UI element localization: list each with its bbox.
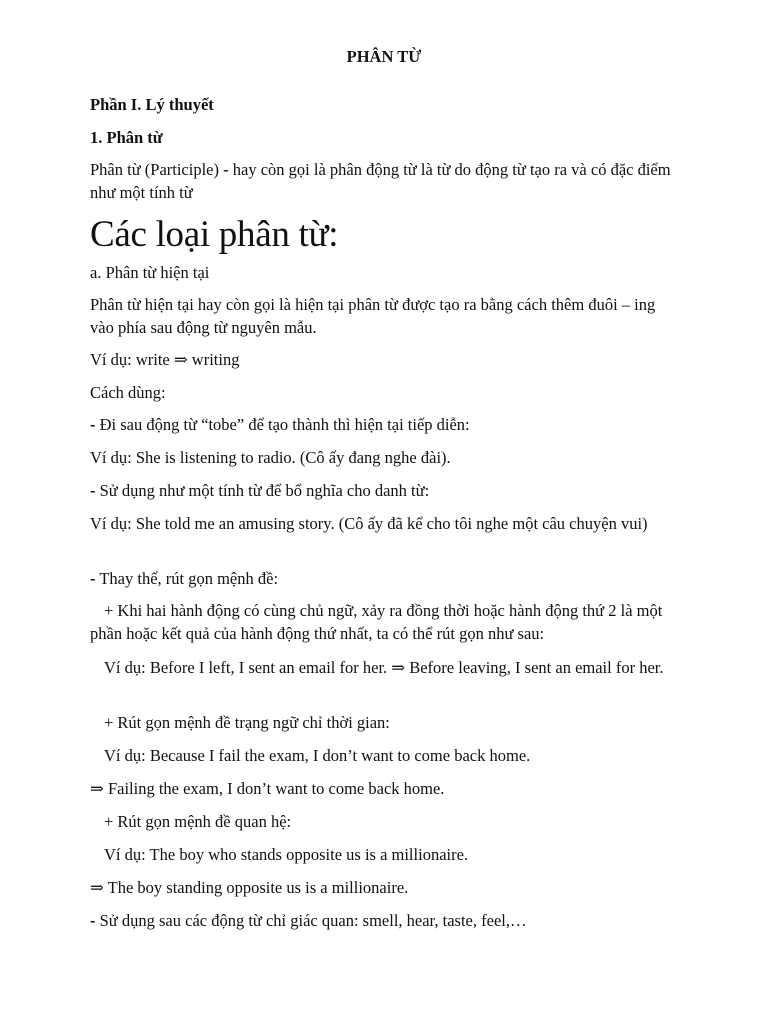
usage-text: Đi sau động từ “tobe” để tạo thành thì hiện tại tiếp diễn: [95,415,470,434]
intro-dash: - [219,160,233,179]
usage-text: Thay thế, rút gọn mệnh đề: [95,569,279,588]
usage-3-point-3-example: Ví dụ: The boy who stands opposite us is a millionaire. [104,845,469,864]
usage-3-point-2: + Rút gọn mệnh đề trạng ngữ chỉ thời gian: [104,713,390,732]
usage-3-point-1: + Khi hai hành động có cùng chủ ngữ, xảy ra đồng thời hoặc hành động thứ 2 là một phần hoặc kết quả của hành động thứ nhất, ta có thể rút gọn như sau: [90,601,663,643]
usage-item-1 [90,413,680,436]
document-title: PHÂN TỪ [346,47,422,66]
usage-dash: - [90,569,96,588]
intro-lead: Phân từ (Participle) [90,160,219,179]
usage-2-example: Ví dụ: She told me an amusing story. (Cô ấy đã kể cho tôi nghe một câu chuyện vui) [90,514,648,533]
usage-item-2 [90,479,680,502]
usage-3-point-2-example: Ví dụ: Because I fail the exam, I don’t want to come back home. [104,746,531,765]
usage-3-point-3-result: ⇒ The boy standing opposite us is a millionaire. [90,878,409,897]
sub-heading: 1. Phân từ [90,128,163,147]
usage-text: Sử dụng sau các động từ chỉ giác quan: smell, hear, taste, feel,… [95,911,527,930]
usage-text: Sử dụng như một tính từ để bổ nghĩa cho danh từ: [95,481,430,500]
usage-3-point-1-example: Ví dụ: Before I left, I sent an email for her. ⇒ Before leaving, I sent an email for her. [104,658,664,677]
usage-3-point-2-result: ⇒ Failing the exam, I don’t want to come back home. [90,779,445,798]
intro-rest: hay còn gọi là phân động từ là từ do động từ tạo ra và có đặc điểm như một tính từ [90,160,671,202]
usage-3-point-3: + Rút gọn mệnh đề quan hệ: [104,812,292,831]
present-participle-label: a. Phân từ hiện tại [90,263,210,282]
usage-item-3 [90,567,680,590]
usage-dash: - [90,481,96,500]
present-participle-definition: Phân từ hiện tại hay còn gọi là hiện tại phân từ được tạo ra bằng cách thêm đuôi – ing vào phía sau động từ nguyên mẫu. [90,295,656,337]
types-heading: Các loại phân từ: [90,214,339,255]
usage-dash: - [90,911,96,930]
usage-label: Cách dùng: [90,383,166,402]
section-heading: Phần I. Lý thuyết [90,95,214,114]
usage-1-example: Ví dụ: She is listening to radio. (Cô ấy đang nghe đài). [90,448,451,467]
example-write: Ví dụ: write ⇒ writing [90,350,240,369]
usage-dash: - [90,415,96,434]
intro-paragraph [90,158,680,204]
usage-item-4 [90,909,680,932]
